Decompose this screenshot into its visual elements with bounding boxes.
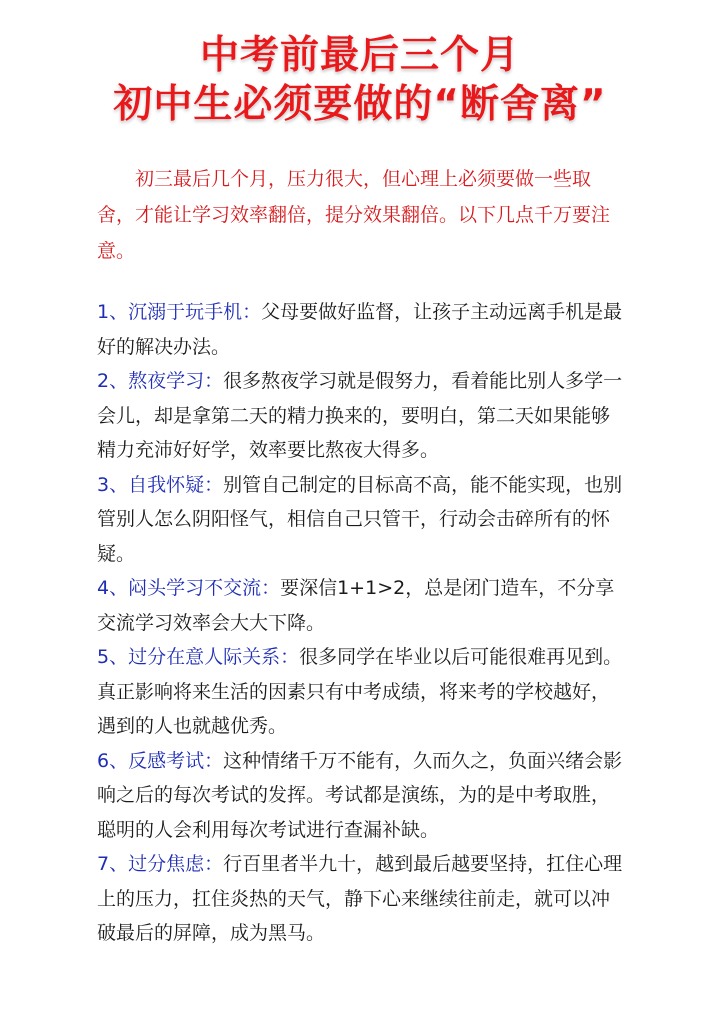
item-heading: 2、熬夜学习： [97, 370, 224, 392]
item-text: 别管自己制定的目标高不高，能不能实现，也别管别人怎么阴阳怪气，相信自己只管干，行动会击碎所有的怀疑。 [97, 473, 623, 565]
item-heading: 6、反感考试： [97, 749, 224, 772]
list-item [97, 364, 625, 468]
item-text: 行百里者半九十，越到最后越要坚持，扛住心理上的压力，扛住炎热的天气，静下心来继续往前走，就可以冲破最后的屏障，成为黑马。 [97, 853, 623, 944]
item-text: 这种情绪千万不能有，久而久之，负面兴绪会影响之后的每次考试的发挥。考试都是演练，为的是中考取胜，聪明的人会利用每次考试进行查漏补缺。 [97, 749, 623, 841]
item-heading: 5、过分在意人际关系： [97, 646, 300, 668]
page-title-line2: 初中生必须要做的“断舍离” [113, 82, 607, 127]
item-heading: 1、沉溺于玩手机： [97, 301, 262, 323]
list-item [97, 468, 625, 572]
list-item [97, 744, 625, 848]
item-heading: 4、闷头学习不交流： [97, 577, 281, 599]
item-text: 要深信1+1>2，总是闭门造车，不分享交流学习效率会大大下降。 [97, 577, 615, 634]
item-heading: 7、过分焦虑： [97, 853, 224, 875]
page-title-line1: 中考前最后三个月 [199, 33, 520, 78]
item-text: 父母要做好监督，让孩子主动远离手机是最好的解决办法。 [97, 301, 623, 358]
list-item [97, 847, 625, 951]
list-item [97, 571, 625, 640]
item-text: 很多同学在毕业以后可能很难再见到。真正影响将来生活的因素只有中考成绩，将来考的学校越好，遇到的人也就越优秀。 [97, 646, 623, 737]
tips-list [97, 295, 625, 951]
item-text: 很多熬夜学习就是假努力，看着能比别人多学一会儿，却是拿第二天的精力换来的，要明白，第二天如果能够精力充沛好好学，效率要比熬夜大得多。 [97, 370, 623, 461]
list-item [97, 295, 625, 364]
list-item [97, 640, 625, 744]
item-heading: 3、自我怀疑： [97, 473, 224, 496]
intro-paragraph: 初三最后几个月，压力很大，但心理上必须要做一些取舍，才能让学习效率翻倍，提分效果翻倍。以下几点千万要注意。 [97, 168, 611, 262]
